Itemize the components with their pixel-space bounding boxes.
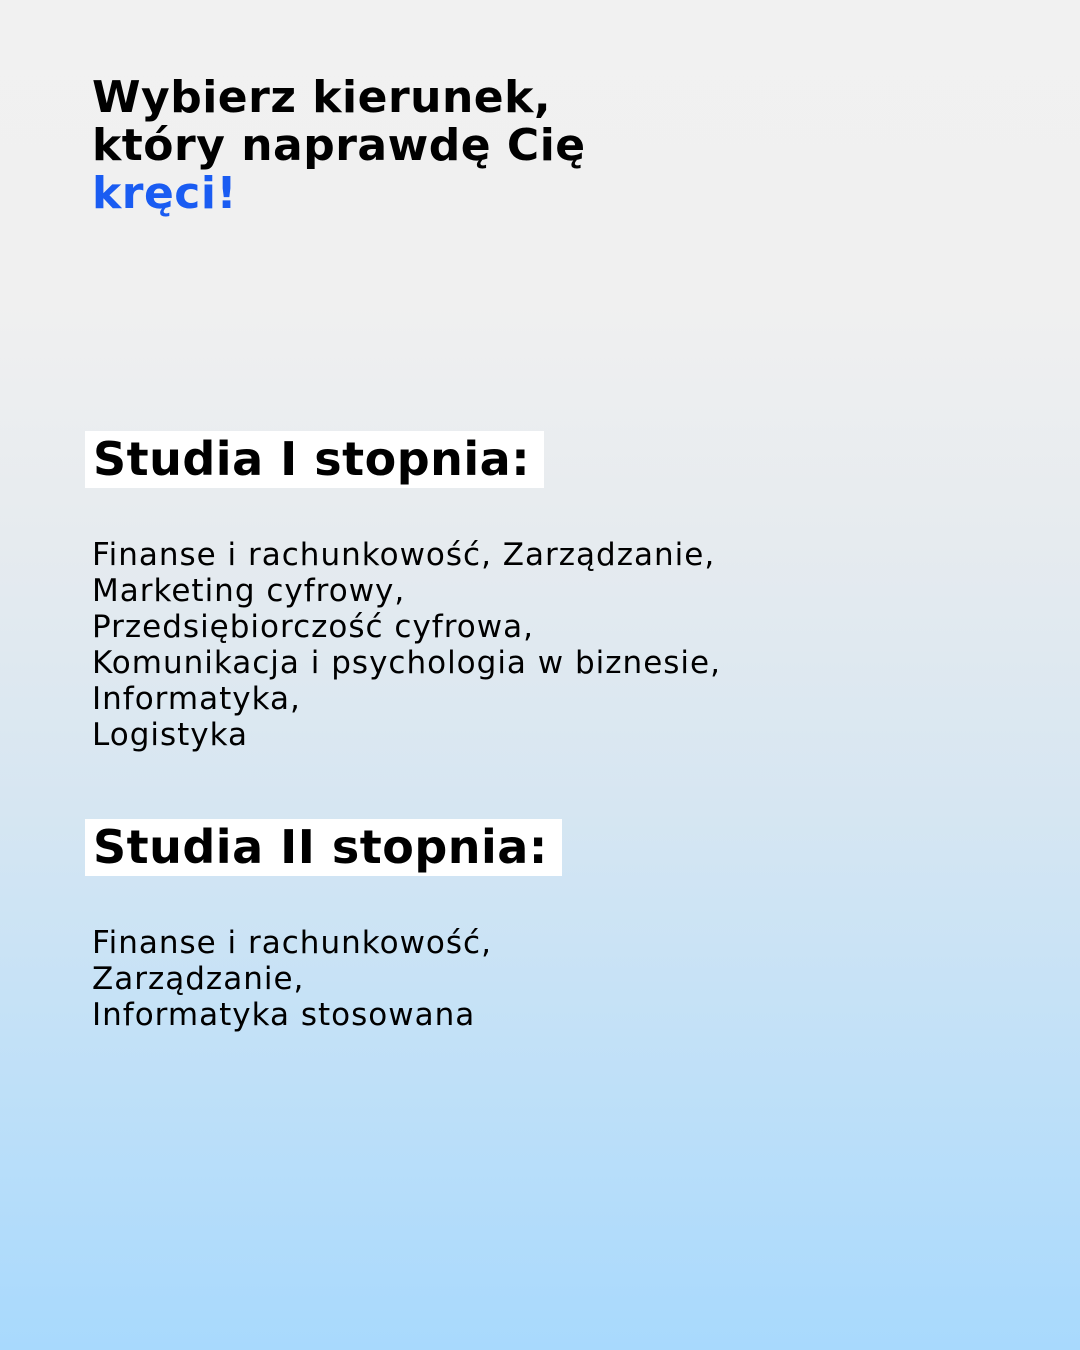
section-label-first-degree: Studia I stopnia: bbox=[85, 431, 544, 488]
headline bbox=[92, 74, 992, 218]
headline-accent: kręci! bbox=[92, 168, 238, 219]
program-item: Marketing cyfrowy, bbox=[92, 573, 406, 609]
program-list-first-degree bbox=[92, 537, 1052, 753]
program-item: Informatyka, bbox=[92, 681, 301, 717]
program-item: Komunikacja i psychologia w biznesie, bbox=[92, 645, 721, 681]
headline-line-1: Wybierz kierunek, bbox=[92, 72, 552, 123]
program-item: Finanse i rachunkowość, Zarządzanie, bbox=[92, 537, 716, 573]
program-item: Informatyka stosowana bbox=[92, 997, 476, 1033]
section-label-second-degree: Studia II stopnia: bbox=[85, 819, 562, 876]
headline-line-2: który naprawdę Cię bbox=[92, 120, 586, 171]
program-item: Finanse i rachunkowość, bbox=[92, 925, 492, 961]
program-item: Zarządzanie, bbox=[92, 961, 305, 997]
program-item: Logistyka bbox=[92, 717, 249, 753]
program-item: Przedsiębiorczość cyfrowa, bbox=[92, 609, 534, 645]
program-list-second-degree bbox=[92, 925, 1052, 1033]
